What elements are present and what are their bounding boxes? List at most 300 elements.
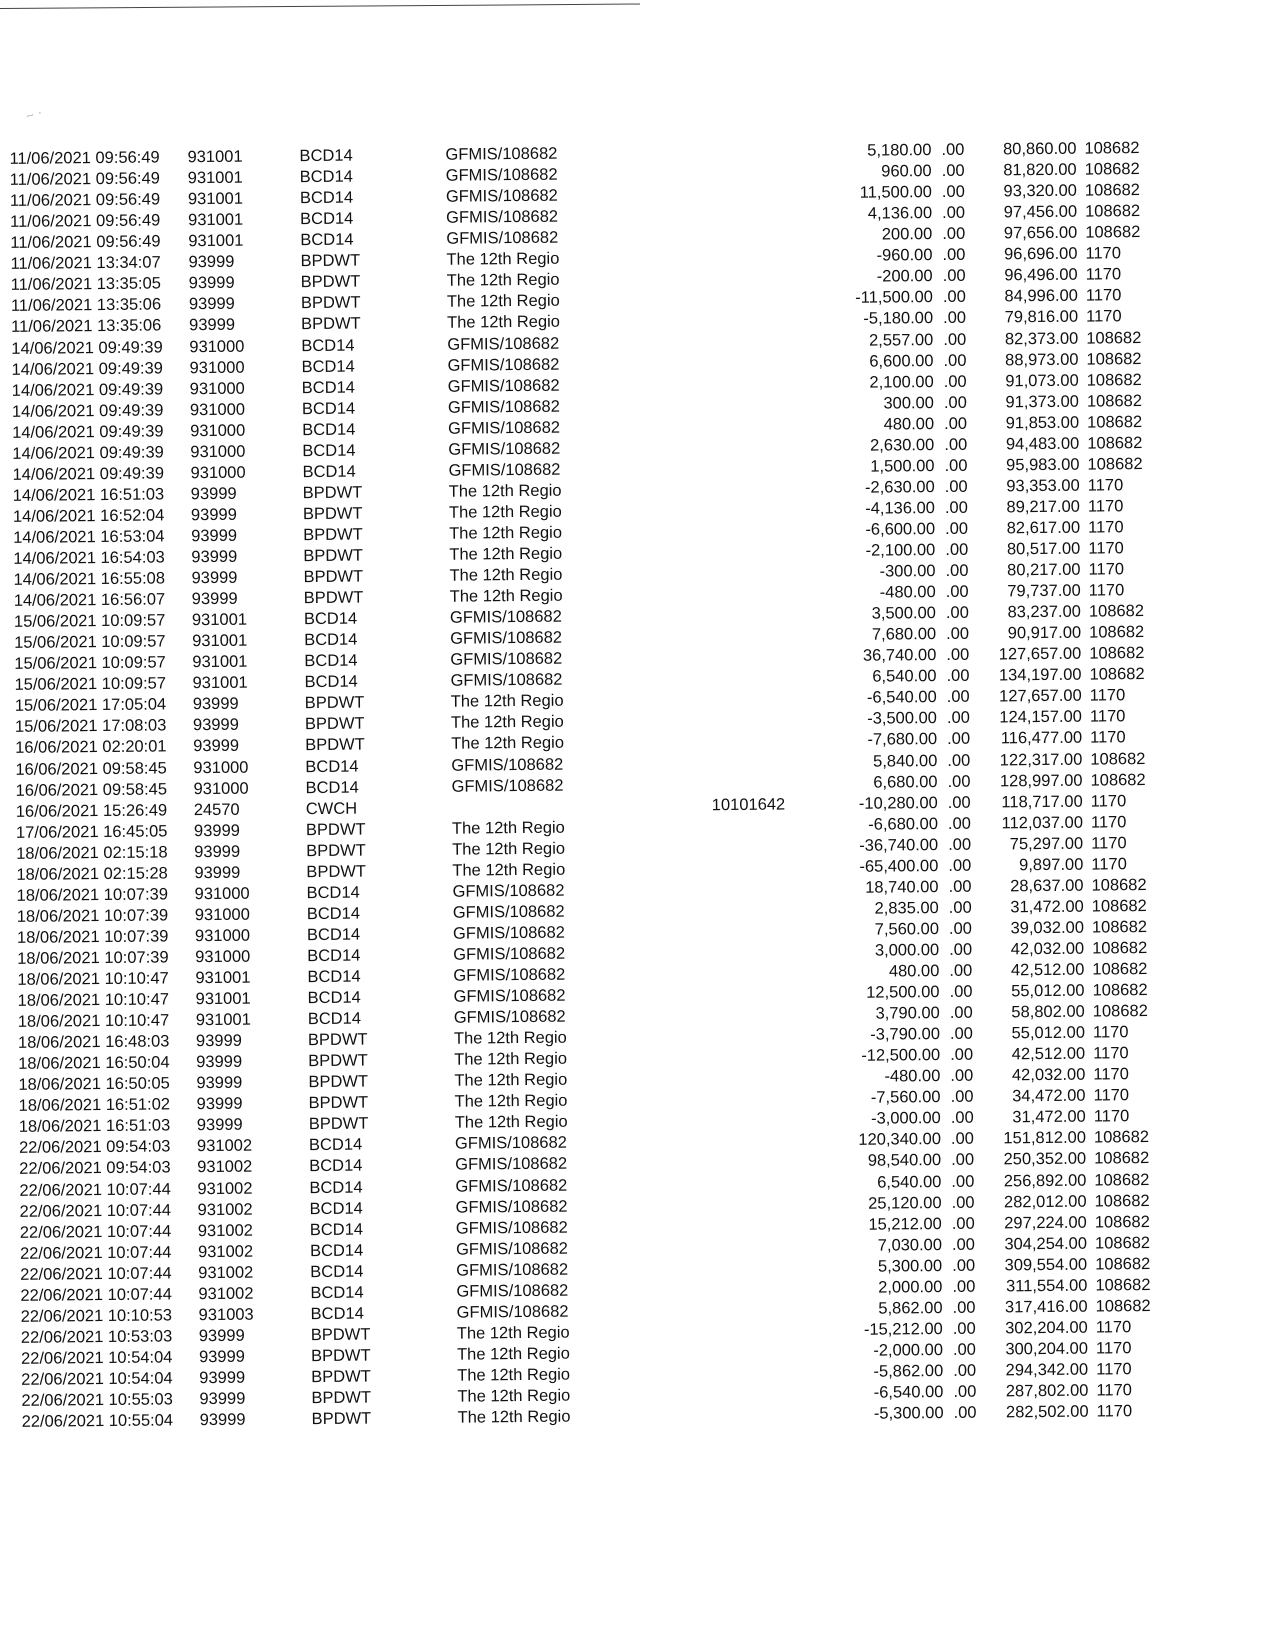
description: The 12th Regio xyxy=(448,502,562,522)
description: GFMIS/108682 xyxy=(448,418,561,438)
account-code: 108682 xyxy=(1094,1170,1150,1190)
description: GFMIS/108682 xyxy=(451,755,564,775)
description: GFMIS/108682 xyxy=(450,649,563,669)
balance: 42,512.00 xyxy=(1011,1044,1086,1064)
description: GFMIS/108682 xyxy=(445,165,558,185)
transaction-date: 14/06/2021 16:56:07 xyxy=(13,590,166,610)
branch-code: 931001 xyxy=(187,189,244,209)
transaction-type: BPDWT xyxy=(310,1325,371,1344)
account-code: 108682 xyxy=(1086,349,1142,369)
branch-code: 931000 xyxy=(194,905,250,924)
transaction-date: 11/06/2021 09:56:49 xyxy=(9,190,161,211)
description: The 12th Regio xyxy=(451,818,565,838)
branch-code: 931000 xyxy=(193,779,249,798)
description: The 12th Regio xyxy=(446,292,560,312)
branch-code: 931002 xyxy=(196,1136,253,1156)
account-code: 108682 xyxy=(1084,181,1141,200)
transaction-date: 14/06/2021 09:49:39 xyxy=(11,380,164,400)
balance: 134,197.00 xyxy=(998,665,1082,685)
transaction-type: BCD14 xyxy=(302,462,356,481)
transaction-type: BCD14 xyxy=(307,1009,362,1029)
transaction-date: 15/06/2021 10:09:57 xyxy=(14,653,166,674)
account-code: 108682 xyxy=(1089,623,1145,642)
zero-column: .00 xyxy=(944,414,968,433)
description: GFMIS/108682 xyxy=(451,776,564,796)
balance: 39,032.00 xyxy=(1010,918,1085,938)
transaction-date: 14/06/2021 09:49:39 xyxy=(12,464,165,484)
account-code: 1170 xyxy=(1091,854,1127,874)
description: GFMIS/108682 xyxy=(447,397,560,417)
zero-column: .00 xyxy=(952,1256,976,1275)
branch-code: 93999 xyxy=(193,737,240,756)
balance: 84,996.00 xyxy=(1004,287,1078,306)
amount: -960.00 xyxy=(876,246,933,265)
description: GFMIS/108682 xyxy=(445,186,558,206)
transaction-type: BPDWT xyxy=(311,1409,372,1429)
amount: 11,500.00 xyxy=(859,183,932,202)
amount: 2,630.00 xyxy=(869,435,935,455)
balance: 300,204.00 xyxy=(1005,1339,1089,1359)
amount: -3,500.00 xyxy=(867,709,938,729)
amount: -2,100.00 xyxy=(865,541,936,560)
amount: -2,000.00 xyxy=(873,1340,944,1360)
branch-code: 93999 xyxy=(194,863,241,882)
amount: 6,680.00 xyxy=(873,772,938,792)
amount: 4,136.00 xyxy=(867,204,933,223)
balance: 311,554.00 xyxy=(1005,1276,1088,1296)
branch-code: 931001 xyxy=(187,168,243,188)
transaction-date: 18/06/2021 02:15:28 xyxy=(16,864,168,884)
balance: 304,254.00 xyxy=(1004,1234,1088,1254)
branch-code: 931000 xyxy=(195,947,251,967)
branch-code: 93999 xyxy=(191,526,238,546)
account-code: 1170 xyxy=(1088,581,1125,600)
amount: 7,030.00 xyxy=(877,1235,943,1255)
amount: -6,680.00 xyxy=(868,814,939,834)
amount: 18,740.00 xyxy=(865,877,939,897)
description: GFMIS/108682 xyxy=(447,334,560,354)
zero-column: .00 xyxy=(950,1066,974,1086)
transaction-date: 16/06/2021 02:20:01 xyxy=(15,737,167,758)
branch-code: 93999 xyxy=(194,842,241,861)
amount: 480.00 xyxy=(883,414,935,434)
zero-column: .00 xyxy=(951,1151,975,1170)
description: GFMIS/108682 xyxy=(446,207,559,227)
account-code: 108682 xyxy=(1090,770,1146,790)
balance: 82,617.00 xyxy=(1006,518,1081,538)
description: The 12th Regio xyxy=(450,691,564,712)
transaction-type: BCD14 xyxy=(310,1304,364,1323)
branch-code: 931000 xyxy=(189,400,246,419)
transaction-type: BCD14 xyxy=(308,1135,363,1155)
balance: 122,317.00 xyxy=(999,750,1083,769)
account-code: 108682 xyxy=(1086,328,1142,348)
branch-code: 93999 xyxy=(190,484,237,503)
transaction-type: BPDWT xyxy=(301,314,361,334)
description: GFMIS/108682 xyxy=(446,228,559,248)
balance: 282,012.00 xyxy=(1003,1192,1087,1211)
account-code: 108682 xyxy=(1084,139,1140,158)
account-code: 1170 xyxy=(1092,1023,1129,1042)
balance: 317,416.00 xyxy=(1004,1297,1088,1317)
amount: -2,630.00 xyxy=(864,477,935,497)
amount: -3,790.00 xyxy=(870,1025,941,1044)
transaction-type: BPDWT xyxy=(306,841,366,860)
branch-code: 93999 xyxy=(188,253,235,272)
branch-code: 93999 xyxy=(196,1052,243,1072)
account-code: 108682 xyxy=(1092,938,1148,958)
balance: 55,012.00 xyxy=(1011,981,1085,1001)
balance: 93,353.00 xyxy=(1006,476,1080,496)
account-code: 1170 xyxy=(1093,1065,1129,1084)
description: GFMIS/108682 xyxy=(448,460,561,480)
balance: 97,456.00 xyxy=(1003,202,1078,222)
zero-column: .00 xyxy=(947,814,971,833)
amount: -65,400.00 xyxy=(859,856,939,876)
transaction-date: 11/06/2021 13:34:07 xyxy=(10,253,161,274)
balance: 94,483.00 xyxy=(1005,434,1080,454)
transaction-type: BPDWT xyxy=(303,567,364,587)
amount: 2,100.00 xyxy=(869,372,934,392)
account-code: 108682 xyxy=(1094,1149,1150,1168)
zero-column: .00 xyxy=(952,1340,977,1359)
balance: 124,157.00 xyxy=(999,708,1083,727)
transaction-type: BCD14 xyxy=(300,230,354,250)
zero-column: .00 xyxy=(950,1045,974,1065)
transaction-date: 11/06/2021 09:56:49 xyxy=(10,232,161,253)
branch-code: 931002 xyxy=(198,1263,254,1282)
amount: -12,500.00 xyxy=(861,1046,941,1065)
branch-code: 931002 xyxy=(198,1284,254,1303)
transaction-type: BCD14 xyxy=(310,1262,364,1281)
transaction-type: BPDWT xyxy=(311,1367,371,1386)
transaction-date: 18/06/2021 16:50:05 xyxy=(18,1074,170,1095)
transaction-type: BPDWT xyxy=(308,1051,368,1071)
branch-code: 93999 xyxy=(195,1031,242,1051)
transaction-type: BCD14 xyxy=(299,167,354,187)
balance: 128,997.00 xyxy=(999,771,1083,790)
account-code: 1170 xyxy=(1093,1107,1130,1126)
amount: -3,000.00 xyxy=(870,1109,941,1128)
balance: 116,477.00 xyxy=(1000,729,1083,748)
transaction-type: BPDWT xyxy=(304,693,365,713)
transaction-date: 22/06/2021 10:10:53 xyxy=(20,1306,173,1326)
balance: 81,820.00 xyxy=(1003,160,1077,180)
branch-code: 931001 xyxy=(192,652,248,672)
transaction-type: BPDWT xyxy=(306,862,367,881)
branch-code: 931000 xyxy=(190,421,246,440)
description: The 12th Regio xyxy=(446,270,560,291)
balance: 250,352.00 xyxy=(1003,1150,1087,1169)
transaction-type: BPDWT xyxy=(308,1072,369,1092)
balance: 91,073.00 xyxy=(1005,371,1079,390)
amount: 200.00 xyxy=(881,225,933,244)
amount: -6,540.00 xyxy=(866,688,937,708)
transaction-date: 16/06/2021 15:26:49 xyxy=(15,801,168,821)
transaction-type: BPDWT xyxy=(307,1030,368,1050)
transaction-type: BPDWT xyxy=(300,251,361,271)
transaction-date: 22/06/2021 10:07:44 xyxy=(19,1243,172,1263)
description: The 12th Regio xyxy=(456,1344,570,1364)
amount: -5,180.00 xyxy=(863,309,934,329)
transaction-date: 18/06/2021 10:07:39 xyxy=(16,927,169,947)
zero-column: .00 xyxy=(948,835,972,854)
amount: 2,835.00 xyxy=(874,898,939,918)
amount: 5,300.00 xyxy=(877,1256,943,1276)
transaction-type: BPDWT xyxy=(302,504,363,524)
branch-code: 93999 xyxy=(188,274,235,293)
balance: 97,656.00 xyxy=(1003,223,1078,243)
transaction-type: BCD14 xyxy=(302,441,356,460)
amount: 3,790.00 xyxy=(875,1004,940,1023)
balance: 31,472.00 xyxy=(1012,1107,1086,1127)
zero-column: .00 xyxy=(948,856,972,875)
balance: 287,802.00 xyxy=(1005,1381,1089,1401)
transaction-type: BCD14 xyxy=(303,609,358,629)
branch-code: 93999 xyxy=(188,295,235,314)
description: GFMIS/108682 xyxy=(455,1239,568,1259)
zero-column: .00 xyxy=(948,898,972,917)
description: The 12th Regio xyxy=(456,1323,570,1343)
transaction-type: BPDWT xyxy=(305,735,365,755)
balance: 127,657.00 xyxy=(999,686,1082,706)
transaction-date: 14/06/2021 16:55:08 xyxy=(13,569,166,589)
account-code: 108682 xyxy=(1092,981,1148,1000)
transaction-date: 18/06/2021 10:10:47 xyxy=(17,990,170,1010)
account-code: 1170 xyxy=(1095,1339,1132,1358)
account-code: 1170 xyxy=(1085,286,1122,305)
balance: 42,512.00 xyxy=(1010,960,1085,980)
transaction-type: BCD14 xyxy=(310,1283,364,1302)
amount: 5,180.00 xyxy=(867,141,932,160)
transaction-type: BCD14 xyxy=(304,672,358,692)
zero-column: .00 xyxy=(944,435,968,454)
transaction-date: 14/06/2021 09:49:39 xyxy=(12,443,164,463)
account-code: 108682 xyxy=(1091,875,1147,895)
amount: 6,540.00 xyxy=(877,1172,942,1192)
description: The 12th Regio xyxy=(454,1070,568,1090)
account-code: 1170 xyxy=(1085,265,1122,284)
amount: 960.00 xyxy=(881,162,932,181)
zero-column: .00 xyxy=(941,182,965,202)
description: GFMIS/108682 xyxy=(448,439,561,459)
description: The 12th Regio xyxy=(451,734,565,754)
branch-code: 931002 xyxy=(197,1221,253,1240)
balance: 112,037.00 xyxy=(1001,813,1084,833)
description: The 12th Regio xyxy=(448,481,562,501)
scan-smudge-mark: ~ · xyxy=(23,103,45,125)
transaction-date: 11/06/2021 13:35:05 xyxy=(10,274,161,295)
account-code: 108682 xyxy=(1092,1002,1148,1021)
account-code: 1170 xyxy=(1089,686,1126,705)
transaction-type: BCD14 xyxy=(309,1156,363,1176)
description: The 12th Regio xyxy=(452,860,566,880)
description: GFMIS/108682 xyxy=(452,923,565,943)
transaction-date: 22/06/2021 10:07:44 xyxy=(19,1221,172,1242)
balance: 34,472.00 xyxy=(1012,1086,1086,1106)
branch-code: 931002 xyxy=(197,1179,253,1198)
balance: 297,224.00 xyxy=(1004,1213,1087,1232)
branch-code: 931000 xyxy=(190,442,246,461)
transaction-date: 15/06/2021 10:09:57 xyxy=(14,674,167,695)
branch-code: 93999 xyxy=(199,1410,246,1430)
branch-code: 93999 xyxy=(198,1347,246,1367)
description: The 12th Regio xyxy=(454,1112,568,1132)
zero-column: .00 xyxy=(951,1193,975,1212)
amount: 6,540.00 xyxy=(872,667,937,686)
account-code: 108682 xyxy=(1087,412,1143,432)
amount: -7,680.00 xyxy=(867,730,938,750)
zero-column: .00 xyxy=(941,140,965,159)
balance: 95,983.00 xyxy=(1006,455,1080,475)
zero-column: .00 xyxy=(945,603,969,623)
zero-column: .00 xyxy=(949,982,973,1001)
zero-column: .00 xyxy=(943,393,967,412)
transaction-type: BPDWT xyxy=(303,525,363,545)
transaction-date: 16/06/2021 09:58:45 xyxy=(15,758,167,779)
branch-code: 931001 xyxy=(187,147,243,167)
balance: 83,237.00 xyxy=(1007,602,1082,622)
transaction-date: 22/06/2021 10:55:03 xyxy=(21,1390,173,1410)
account-code: 1170 xyxy=(1088,539,1124,558)
transaction-type: BPDWT xyxy=(302,483,363,502)
zero-column: .00 xyxy=(945,582,969,601)
description: The 12th Regio xyxy=(457,1386,571,1406)
description: GFMIS/108682 xyxy=(456,1281,569,1301)
transaction-date: 14/06/2021 16:53:04 xyxy=(13,527,165,547)
transaction-type: BCD14 xyxy=(299,146,353,166)
amount: -5,300.00 xyxy=(873,1404,944,1423)
account-code: 108682 xyxy=(1092,960,1148,979)
branch-code: 93999 xyxy=(189,316,236,335)
transaction-type: CWCH xyxy=(305,799,358,818)
amount: -6,540.00 xyxy=(873,1383,944,1402)
description: GFMIS/108682 xyxy=(455,1218,568,1238)
amount: 6,600.00 xyxy=(869,351,934,371)
transaction-date: 16/06/2021 09:58:45 xyxy=(15,779,168,800)
description: The 12th Regio xyxy=(449,586,563,606)
transaction-type: BCD14 xyxy=(301,357,355,376)
transaction-type: BCD14 xyxy=(309,1241,364,1260)
zero-column: .00 xyxy=(942,267,966,286)
account-code: 1170 xyxy=(1088,518,1124,537)
transaction-type: BPDWT xyxy=(311,1388,372,1408)
account-code: 108682 xyxy=(1087,454,1143,474)
zero-column: .00 xyxy=(946,624,970,644)
zero-column: .00 xyxy=(948,877,972,896)
account-code: 1170 xyxy=(1096,1360,1132,1379)
account-code: 1170 xyxy=(1096,1402,1133,1421)
description: The 12th Regio xyxy=(457,1407,571,1427)
amount: 2,000.00 xyxy=(878,1277,943,1297)
transaction-date: 22/06/2021 10:07:44 xyxy=(19,1200,172,1221)
branch-code: 93999 xyxy=(192,716,239,735)
transaction-type: BCD14 xyxy=(299,188,354,208)
description: The 12th Regio xyxy=(453,1028,567,1048)
account-code: 108682 xyxy=(1088,602,1145,621)
account-code: 1170 xyxy=(1088,560,1125,579)
amount: -5,862.00 xyxy=(873,1361,944,1381)
balance: 127,657.00 xyxy=(998,644,1082,664)
transaction-date: 22/06/2021 10:54:04 xyxy=(20,1348,173,1368)
branch-code: 931002 xyxy=(197,1242,254,1261)
description: GFMIS/108682 xyxy=(450,670,563,691)
zero-column: .00 xyxy=(947,793,971,812)
transaction-date: 15/06/2021 10:09:57 xyxy=(13,611,166,631)
branch-code: 93999 xyxy=(192,695,239,714)
account-code: 1170 xyxy=(1085,244,1122,263)
amount: 3,500.00 xyxy=(871,604,937,623)
balance: 80,517.00 xyxy=(1006,539,1081,559)
transaction-date: 15/06/2021 17:05:04 xyxy=(14,695,167,716)
balance: 309,554.00 xyxy=(1004,1255,1088,1275)
branch-code: 931001 xyxy=(188,231,244,251)
amount: -4,136.00 xyxy=(865,498,936,518)
description: GFMIS/108682 xyxy=(453,944,566,964)
transaction-date: 18/06/2021 02:15:18 xyxy=(16,843,168,863)
zero-column: .00 xyxy=(950,1088,974,1107)
branch-code: 931002 xyxy=(197,1200,253,1219)
branch-code: 931001 xyxy=(195,1010,251,1030)
amount: 1,500.00 xyxy=(870,456,935,476)
zero-column: .00 xyxy=(947,730,971,749)
branch-code: 931001 xyxy=(195,989,251,1009)
zero-column: .00 xyxy=(946,645,970,665)
transaction-date: 18/06/2021 10:10:47 xyxy=(17,1011,170,1031)
account-code: 108682 xyxy=(1084,160,1140,179)
balance: 96,696.00 xyxy=(1003,244,1078,264)
zero-column: .00 xyxy=(942,288,966,307)
transaction-date: 11/06/2021 09:56:49 xyxy=(9,148,160,168)
description: The 12th Regio xyxy=(454,1091,568,1111)
description: The 12th Regio xyxy=(446,249,560,270)
account-code: 1170 xyxy=(1087,497,1124,516)
amount: 36,740.00 xyxy=(862,646,937,665)
zero-column: .00 xyxy=(952,1319,976,1338)
zero-column: .00 xyxy=(942,224,966,244)
zero-column: .00 xyxy=(952,1277,976,1296)
branch-code: 931000 xyxy=(193,758,249,777)
transaction-type: BCD14 xyxy=(309,1199,363,1218)
description: GFMIS/108682 xyxy=(453,1007,566,1027)
balance: 93,320.00 xyxy=(1003,181,1077,201)
account-code: 108682 xyxy=(1089,665,1145,684)
description: The 12th Regio xyxy=(449,565,563,585)
transaction-type: BCD14 xyxy=(307,967,361,987)
account-code: 108682 xyxy=(1090,749,1146,769)
zero-column: .00 xyxy=(945,540,969,559)
description: GFMIS/108682 xyxy=(450,628,563,648)
account-code: 108682 xyxy=(1095,1296,1151,1316)
transaction-date: 22/06/2021 09:54:03 xyxy=(18,1137,171,1158)
amount: -7,560.00 xyxy=(870,1088,941,1107)
transaction-type: BCD14 xyxy=(305,757,359,776)
balance: 82,373.00 xyxy=(1004,329,1079,348)
amount: 98,540.00 xyxy=(867,1151,942,1171)
transaction-date: 22/06/2021 10:55:04 xyxy=(21,1411,174,1431)
amount: -6,600.00 xyxy=(865,519,936,539)
branch-code: 931001 xyxy=(188,210,244,230)
transaction-type: BCD14 xyxy=(304,630,358,650)
transaction-type: BPDWT xyxy=(308,1114,369,1134)
branch-code: 93999 xyxy=(196,1073,243,1093)
zero-column: .00 xyxy=(943,372,967,391)
transaction-date: 14/06/2021 16:52:04 xyxy=(12,506,165,526)
account-code: 108682 xyxy=(1085,223,1141,242)
branch-code: 931001 xyxy=(191,610,248,630)
description: GFMIS/108682 xyxy=(456,1302,569,1322)
transaction-date: 11/06/2021 09:56:49 xyxy=(10,211,161,232)
